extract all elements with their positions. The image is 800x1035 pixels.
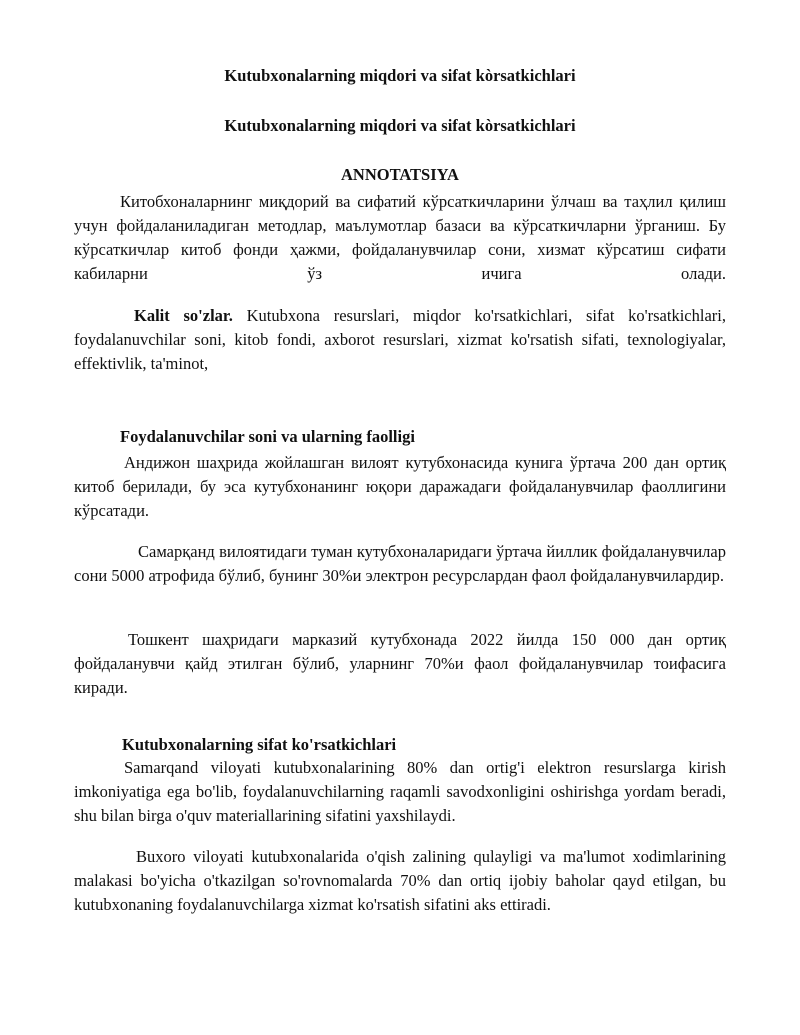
abstract-heading: ANNOTATSIYA xyxy=(341,165,459,184)
keywords-text: Kutubxona resurslari, miqdor ko'rsatkichlari, sifat ko'rsatkichlari, foydalanuvchilar soni, kitob fondi, axborot resurslari, xizmat ko'rsatish sifati, texnologiyalar, effektivlik, ta'minot, xyxy=(74,306,726,373)
section-paragraph: Samarqand viloyati kutubxonalarining 80% dan ortig'i elektron resurslarga kirish imkoniyatiga ega bo'lib, foydalanuvchilarning raqamli savodxonligini oshirishga yordam beradi, shu bilan birga o'quv materiallarining sifatini yaxshilaydi. xyxy=(74,758,726,825)
section-paragraph: Самарқанд вилоятидаги туман кутубхоналаридаги ўртача йиллик фойдаланувчилар сони 5000 атрофида бўлиб, бунинг 30%и электрон ресурслардан фаол фойдаланувчилардир. xyxy=(74,542,726,585)
section-heading-quality: Kutubxonalarning sifat ko'rsatkichlari xyxy=(122,735,397,754)
keywords-label: Kalit so'zlar. xyxy=(134,306,233,325)
document-subtitle: Kutubxonalarning miqdori va sifat kòrsatkichlari xyxy=(224,116,576,135)
section-heading-users: Foydalanuvchilar soni va ularning faolligi xyxy=(120,427,415,446)
section-paragraph: Buxoro viloyati kutubxonalarida o'qish zalining qulayligi va ma'lumot xodimlarining malakasi bo'yicha o'tkazilgan so'rovnomalarda 70% dan ortiq ijobiy baholar qayd etilgan, bu kutubxonaning foydalanuvchilarga xizmat ko'rsatish sifatini aks ettiradi. xyxy=(74,847,726,914)
section-paragraph: Тошкент шаҳридаги марказий кутубхонада 2022 йилда 150 000 дан ортиқ фойдаланувчи қайд этилган бўлиб, уларнинг 70%и фаол фойдаланувчилар тоифасига киради. xyxy=(74,630,726,697)
section-paragraph: Андижон шаҳрида жойлашган вилоят кутубхонасида кунига ўртача 200 дан ортиқ китоб берилади, бу эса кутубхонанинг юқори даражадаги фойдаланувчилар фаоллигини кўрсатади. xyxy=(74,453,726,520)
abstract-paragraph: Китобхоналарнинг миқдорий ва сифатий кўрсаткичларини ўлчаш ва таҳлил қилиш учун фойдаланиладиган методлар, маълумотлар базаси ва кўрсаткичларни ўрганиш. Бу кўрсаткичлар китоб фонди ҳажми, фойдаланувчилар сони, хизмат кўрсатиш сифати кабиларни ўз ичига олади. xyxy=(74,192,726,283)
keywords-paragraph xyxy=(74,304,726,376)
document-title: Kutubxonalarning miqdori va sifat kòrsatkichlari xyxy=(224,66,576,85)
